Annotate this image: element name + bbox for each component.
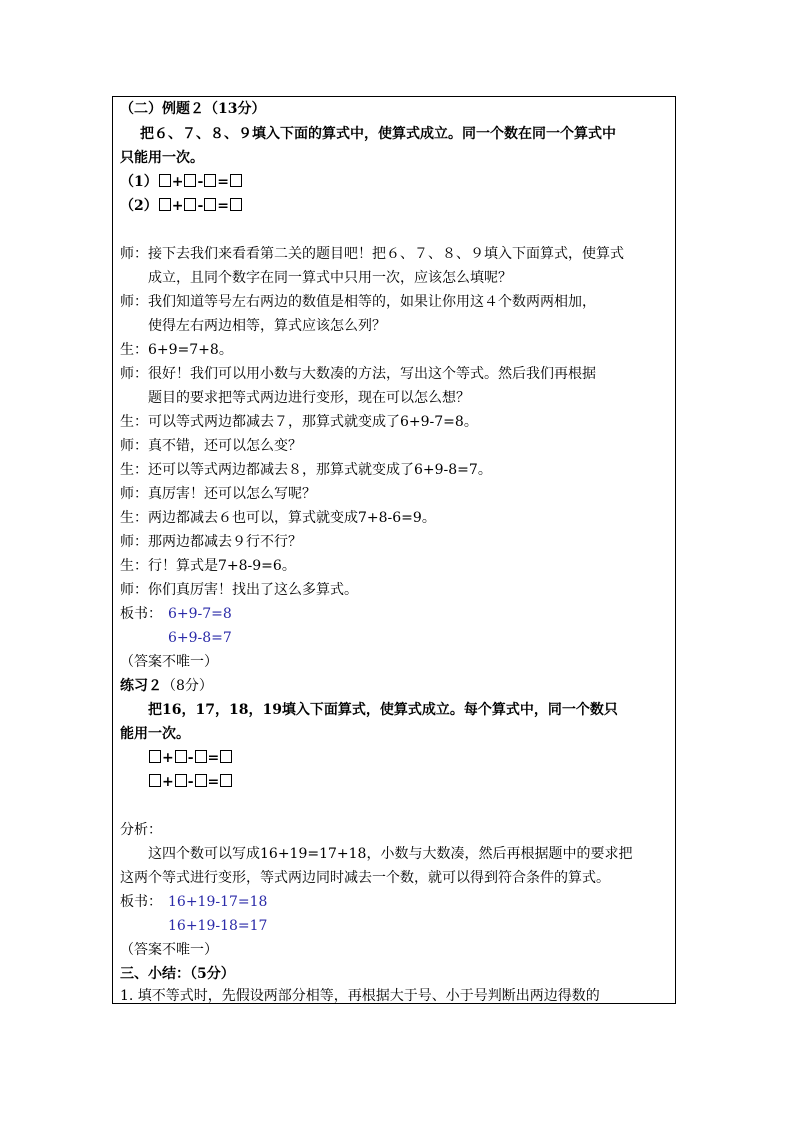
answer-note: （答案不唯一） [120,942,218,958]
answer-note: （答案不唯一） [120,654,218,670]
analysis-line: 这四个数可以写成16+19=17+18，小数与大数凑，然后再根据题中的要求把 [148,846,633,862]
summary-heading: 三、小结：（5分） [120,966,235,982]
dialogue-line: 师：很好！我们可以用小数与大数凑的方法，写出这个等式。然后我们再根据 [120,366,596,382]
board-equation: 16+19-17=18 [168,894,268,910]
analysis-label: 分析： [120,822,162,838]
example-2-equation-1: （1） + - = [120,172,243,192]
dialogue-line: 师：接下去我们来看看第二关的题目吧！把６、７、８、９填入下面算式，使算式 [120,246,624,262]
board-equation: 6+9-7=8 [168,606,232,622]
example-2-problem-line1: 把６、７、８、９填入下面的算式中，使算式成立。同一个数在同一个算式中 [140,126,616,142]
example-2-problem-line2: 只能用一次。 [120,150,204,166]
blank-box [204,174,216,187]
dialogue-line: 生：两边都减去６也可以，算式就变成7+8-6=9。 [120,510,436,526]
practice-2-problem-line2: 能用一次。 [120,726,190,742]
blank-box [149,774,161,787]
blank-box [230,174,242,187]
dialogue-line: 成立，且同个数字在同一算式中只用一次，应该怎么填呢？ [148,270,512,286]
blank-box [195,750,207,763]
dialogue-line: 师：真不错，还可以怎么变？ [120,438,302,454]
dialogue-line: 师：我们知道等号左右两边的数值是相等的，如果让你用这４个数两两相加， [120,294,596,310]
dialogue-line: 使得左右两边相等，算式应该怎么列？ [148,318,386,334]
dialogue-line: 生：还可以等式两边都减去８，那算式就变成了6+9-8=7。 [120,462,492,478]
board-equation: 16+19-18=17 [168,918,268,934]
dialogue-line: 题目的要求把等式两边进行变形，现在可以怎么想？ [148,390,470,406]
dialogue-line: 师：那两边都减去９行不行？ [120,534,302,550]
practice-2-heading: 练习２（8分） [120,678,213,694]
blank-box [159,174,171,187]
blank-box [175,774,187,787]
practice-2-problem-line1: 把16，17，18，19填入下面算式，使算式成立。每个算式中，同一个数只 [148,702,618,718]
summary-line: 1. 填不等式时，先假设两部分相等，再根据大于号、小于号判断出两边得数的 [120,988,600,1004]
blank-box [149,750,161,763]
blank-box [159,198,171,211]
dialogue-line: 生：6+9=7+8。 [120,342,233,358]
blank-box [204,198,216,211]
board-label: 板书： [120,894,162,910]
blank-box [220,774,232,787]
dialogue-line: 师：真厉害！还可以怎么写呢？ [120,486,316,502]
blank-box [230,198,242,211]
blank-box [175,750,187,763]
dialogue-line: 生：可以等式两边都减去７，那算式就变成了6+9-7=8。 [120,414,478,430]
blank-box [184,174,196,187]
dialogue-line: 师：你们真厉害！找出了这么多算式。 [120,582,358,598]
blank-box [184,198,196,211]
board-equation: 6+9-8=7 [168,630,232,646]
board-label: 板书： [120,606,162,622]
analysis-line: 这两个等式进行变形，等式两边同时减去一个数，就可以得到符合条件的算式。 [120,870,610,886]
blank-box [195,774,207,787]
example-2-equation-2: （2） + - = [120,196,243,216]
example-2-heading: （二）例题２（13分） [120,101,266,117]
dialogue-line: 生：行！算式是7+8-9=6。 [120,558,296,574]
practice-2-equation-2: + - = [148,772,233,792]
blank-box [220,750,232,763]
practice-2-equation-1: + - = [148,748,233,768]
